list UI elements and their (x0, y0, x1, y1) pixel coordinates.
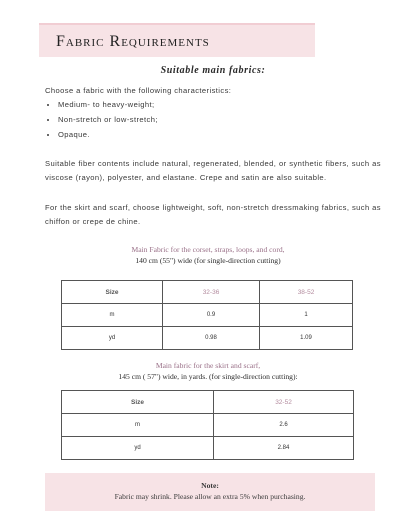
table-header-cell: Size (62, 281, 163, 304)
table2-caption (0, 360, 416, 382)
list-item: • Medium- to heavy-weight; (58, 97, 158, 112)
table2 (61, 390, 354, 460)
table-cell: 0.9 (163, 304, 260, 327)
table1-caption (0, 244, 416, 266)
skirt-paragraph: For the skirt and scarf, choose lightweight, soft, non-stretch dressmaking fabrics, such as chiffon or crepe de chine. (45, 203, 381, 226)
table-cell: m (62, 414, 214, 437)
table-row (62, 327, 353, 350)
characteristics-list (45, 97, 158, 142)
table-header-cell: 32-52 (214, 391, 354, 414)
note-text: Fabric may shrink. Please allow an extra 5% when purchasing. (114, 492, 306, 501)
section-subtitle: Suitable main fabrics: (160, 65, 266, 76)
fiber-paragraph: Suitable fiber contents include natural, regenerated, blended, or synthetic fibers, such as viscose (rayon), polyester, and elastane. Crepe and satin are also suitable. (45, 159, 381, 182)
table-cell: 2.6 (214, 414, 354, 437)
table-cell: 0.98 (163, 327, 260, 350)
table-row (62, 414, 354, 437)
table-header-row (62, 281, 353, 304)
table-header-cell: 32-36 (163, 281, 260, 304)
table-cell: yd (62, 327, 163, 350)
table-cell: m (62, 304, 163, 327)
intro-text: Choose a fabric with the following characteristics: (45, 86, 232, 95)
table-header-row (62, 391, 354, 414)
table-row (62, 437, 354, 460)
table1-caption-main: Main Fabric for the corset, straps, loops, and cord, (131, 245, 285, 254)
table-cell: 2.84 (214, 437, 354, 460)
table-cell: 1 (260, 304, 353, 327)
table2-caption-main: Main fabric for the skirt and scarf, (155, 361, 261, 370)
list-item: • Opaque. (58, 127, 158, 142)
table2-caption-sub: 145 cm ( 57") wide, in yards. (for single-direction cutting): (118, 372, 298, 381)
note-label: Note: (201, 481, 219, 490)
table-cell: 1.09 (260, 327, 353, 350)
table1 (61, 280, 353, 350)
table-header-cell: Size (62, 391, 214, 414)
page-title: Fabric Requirements (56, 33, 210, 50)
list-item: • Non-stretch or low-stretch; (58, 112, 158, 127)
table-row (62, 304, 353, 327)
table-cell: yd (62, 437, 214, 460)
table1-caption-sub: 140 cm (55") wide (for single-direction cutting) (135, 256, 281, 265)
note-box (45, 473, 375, 511)
table-header-cell: 38-52 (260, 281, 353, 304)
